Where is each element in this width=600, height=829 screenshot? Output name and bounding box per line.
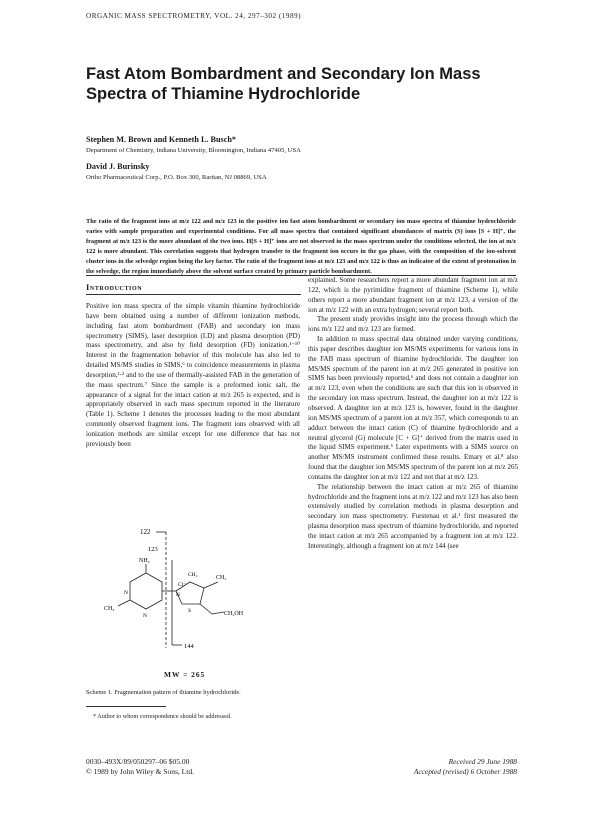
molecular-weight: MW = 265 [164,670,206,679]
authors-group-2: David J. Burinsky [86,162,150,171]
scheme-label: N [176,592,180,598]
section-heading: Introduction [86,282,143,292]
affiliation-1: Department of Chemistry, Indiana University, Bloomington, Indiana 47405, USA [86,147,301,154]
bond [118,600,130,606]
left-column [86,302,300,450]
copyright-block [86,757,194,777]
received-date: Received 29 June 1988 [448,757,517,766]
footnote: * Author to whom correspondence should be addressed. [93,713,232,720]
pyrimidine-ring [130,573,162,609]
dates-block [400,757,517,777]
paragraph: In addition to mass spectral data obtained under varying conditions, this paper describes daughter ion MS/MS experiments for various ions in the FAB mass spectrum of thiamine hydrochloride. The daughter ion MS/MS spectrum of the parent ion at m/z 265 generated in positive ion SIMS has been previously reported,⁶ and does not contain a daughter ion at m/z 123, even when the conditions are such that this ion is observed in the secondary ion mass spectrum. Instead, the daughter ion at m/z 122 is observed. A daughter ion at m/z 123 is, however, found in the daughter ion MS/MS spectrum of a parent ion at m/z 357, which corresponds to an adduct between the intact cation (C) of thiamine hydrochloride and a neutral glycerol (G) molecule [C + G]⁺ derived from the matrix used in the liquid SIMS experiment.⁶ Later experiments with a SIMS source on another MS/MS instrument confirmed these results. Emary et al.⁸ also found that the daughter ion MS/MS spectrum of the parent ion at m/z 265 contains the daughter ion at m/z 122 and not that at m/z 123. [308,335,518,481]
scheme-label: N [143,613,147,619]
paper-title: Fast Atom Bombardment and Secondary Ion Mass Spectra of Thiamine Hydrochloride [86,65,481,103]
copyright-line: © 1989 by John Wiley & Sons, Ltd. [86,767,194,776]
scheme-label: Cl⁻ [178,582,187,588]
scheme-label: S [188,608,192,614]
scheme-caption: Scheme 1. Fragmentation pattern of thiamine hydrochloride. [86,689,241,696]
scheme-1-structure [100,520,280,665]
bond [204,582,218,588]
scheme-label: 144 [184,643,194,650]
paragraph: explained. Some researchers report a more abundant fragment ion at m/z 122, which is the pyrimidine fragment of thiamine (Scheme 1), while others report a more abundant fragment ion at m/z 123, a version of the ion at m/z 122 with an extra hydrogen; several report both. [308,276,518,314]
abstract: The ratio of the fragment ions at m/z 122 and m/z 123 in the positive ion fast atom bombardment or secondary ion mass spectra of thiamine hydrochloride varies with sample preparation and experimental conditions. For all mass spectra that contained significant abundances of matrix (S) ions [S + H]⁺, the fragment at m/z 123 is the more abundant of the two ions. H[S + H]⁺ ions are not observed in the mass spectrum under the conditions selected, the ion at m/z 122 is more abundant. This correlation suggests that hydrogen transfer to the fragment ion occurs in the gas phase, with the composition of the ion-solvent cluster ions in the selvedge region being the key factor. The ratio of the fragment ions at m/z 123 and m/z 122 is thus an indicator of the extent of protonation in the selvedge, the region immediately above the solvent surface created by primary particle bombardment. [86,218,516,275]
scheme-label: 122 [140,528,151,536]
journal-header: ORGANIC MASS SPECTROMETRY, VOL. 24, 297–302 (1989) [86,12,302,20]
paragraph: Positive ion mass spectra of the simple vitamin thiamine hydrochloride have been obtained using a number of different ionization methods, including fast atom bombardment (FAB) and secondary ion mass spectrometry (SIMS), laser desorption (LD) and plasma desorption (PD) mass spectrometry, and also by field desorption (FD) ionization.¹⁻¹⁰ Interest in the fragmentation behavior of this molecule has also led to detailed MS/MS studies in SIMS,⁶ to coincidence measurements in plasma desorption,¹·² and to the use of thermally-assisted FAB in the generation of the mass spectrum.⁷ Since the sample is a preformed ionic salt, the appearance of a signal for the intact cation at m/z 265 is expected, and is appropriately observed in each mass spectrum reported in the literature (Table 1). Scheme 1 denotes the processes leading to the most abundant commonly observed fragment ions. The fragment ions observed with all ionization methods are similar except for one difference that has not previously been [86,302,300,448]
footnote-rule [86,706,166,707]
scheme-label: CH₃ [104,606,115,612]
right-column [308,276,518,552]
scheme-label: N [124,590,128,596]
affiliation-2: Ortho Pharmaceutical Corp., P.O. Box 300, Raritan, NJ 08869, USA [86,174,267,181]
scheme-label: CH₂ [188,572,198,578]
bond [212,612,224,614]
paragraph: The present study provides insight into the process through which the ions m/z 122 and m/z 123 are formed. [308,315,518,334]
scheme-label: CH₂OH [224,611,244,617]
scheme-label: NH₂ [139,558,150,564]
authors-group-1: Stephen M. Brown and Kenneth L. Busch* [86,135,236,144]
heading-underline [86,294,301,295]
scheme-label: CH₃ [216,575,227,581]
paragraph: The relationship between the intact cation at m/z 265 of thiamine hydrochloride and the fragment ions at m/z 122 and m/z 123 has also been extensively studied by correlation methods in plasma desorption and secondary ion mass spectrometry. Furstenau et al.¹ first measured the plasma desorption mass spectrum of thiamine hydrochloride, and reported the intact cation at m/z 265 accompanied by a fragment ion at m/z 122. Interestingly, although a fragment ion at m/z 144 (see [308,482,518,550]
accepted-date: Accepted (revised) 6 October 1988 [413,767,517,776]
issn-line: 0030–493X/89/050297–06 $05.00 [86,757,190,766]
scheme-label: 123 [148,546,158,553]
bond [200,604,212,614]
